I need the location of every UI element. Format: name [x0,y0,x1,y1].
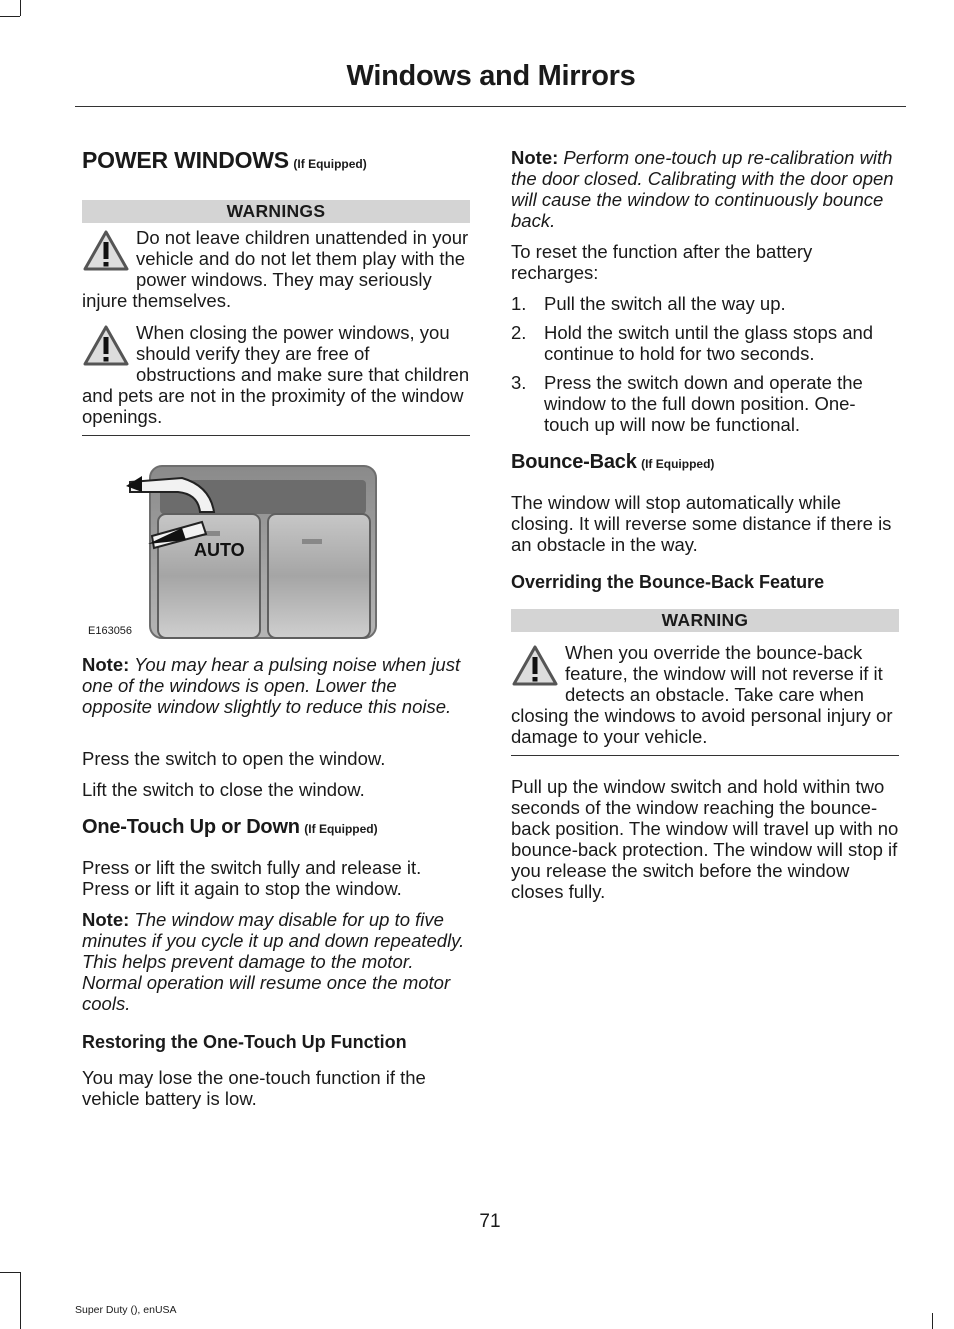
one-touch-heading [82,816,470,839]
crop-mark [0,16,20,17]
bounce-back-heading-text: Bounce-Back [511,451,637,473]
warning-triangle-icon [511,644,559,688]
warning-2 [82,322,472,427]
page-number: 71 [479,1211,501,1232]
power-windows-heading [82,147,470,174]
list-number: 3. [511,372,527,393]
warning-2-text: When closing the power windows, you should verify they are free of obstructions and make sure that children and pets are not in the proximity of the window openings. [82,322,470,427]
list-number: 2. [511,322,527,343]
warning-bar: WARNING [511,609,899,632]
list-text: Pull the switch all the way up. [544,293,786,314]
note-2-text: The window may disable for up to five minutes if you cycle it up and down repeatedly. This helps prevent damage to the motor. Normal operation will resume once the motor cools. [82,909,465,1014]
note-3-text: Perform one-touch up re-calibration with the door closed. Calibrating with the door open will cause the window to continuously bounce back. [511,147,894,231]
note-label: Note: [82,909,130,930]
crop-mark [20,0,21,16]
override-para: Pull up the window switch and hold within two seconds of the window reaching the bounce-back position. The window will travel up with no bounce-back protection. The window will stop if you release the switch before the window closes fully. [511,776,899,902]
auto-label: AUTO [194,540,245,560]
figure-label: E163056 [88,625,133,637]
warning-3 [511,642,901,747]
title-divider [75,106,906,107]
heading-text: POWER WINDOWS [82,147,289,173]
list-text: Hold the switch until the glass stops and continue to hold for two seconds. [544,322,874,364]
note-3 [511,147,901,231]
warning-1 [82,227,472,311]
note-label: Note: [82,654,130,675]
warning-divider [82,435,470,436]
one-touch-heading-text: One-Touch Up or Down [82,816,300,838]
one-touch-suffix: (If Equipped) [304,822,378,836]
note-2 [82,909,470,1014]
one-touch-para: Press or lift the switch fully and release it. Press or lift it again to stop the window. [82,857,422,899]
page-title: Windows and Mirrors [346,60,636,92]
para-open: Press the switch to open the window. [82,748,386,769]
note-1 [82,654,470,717]
warning-triangle-icon [82,324,130,368]
restore-heading: Restoring the One-Touch Up Function [82,1032,407,1052]
restore-para: You may lose the one-touch function if the vehicle battery is low. [82,1067,426,1109]
warning-1-text: Do not leave children unattended in your vehicle and do not let them play with the power windows. They may seriously injure themselves. [82,227,469,311]
reset-intro: To reset the function after the battery recharges: [511,241,813,283]
crop-mark [20,1272,21,1329]
warnings-bar: WARNINGS [82,200,470,223]
crop-mark [0,1272,20,1273]
bounce-back-heading [511,451,901,474]
bounce-back-suffix: (If Equipped) [641,457,715,471]
note-1-text: You may hear a pulsing noise when just one of the windows is open. Lower the opposite window slightly to reduce this noise. [82,654,461,717]
override-heading: Overriding the Bounce-Back Feature [511,572,825,592]
note-label: Note: [511,147,559,168]
bounce-back-para: The window will stop automatically while closing. It will reverse some distance if there is an obstacle in the way. [511,492,892,555]
window-switch-figure [82,456,388,640]
warning-3-text: When you override the bounce-back feature, the window will not reverse if it detects an obstacle. Take care when closing the windows to avoid personal injury or damage to your vehicle. [511,642,893,747]
para-close: Lift the switch to close the window. [82,779,365,800]
footer-text: Super Duty (), enUSA [75,1304,177,1316]
list-number: 1. [511,293,527,314]
warning-divider [511,755,899,756]
list-text: Press the switch down and operate the window to the full down position. One-touch up will now be functional. [544,372,863,435]
warning-triangle-icon [82,229,130,273]
heading-suffix: (If Equipped) [293,157,367,171]
window-switch-illustration [82,456,388,640]
crop-mark [932,1313,933,1329]
